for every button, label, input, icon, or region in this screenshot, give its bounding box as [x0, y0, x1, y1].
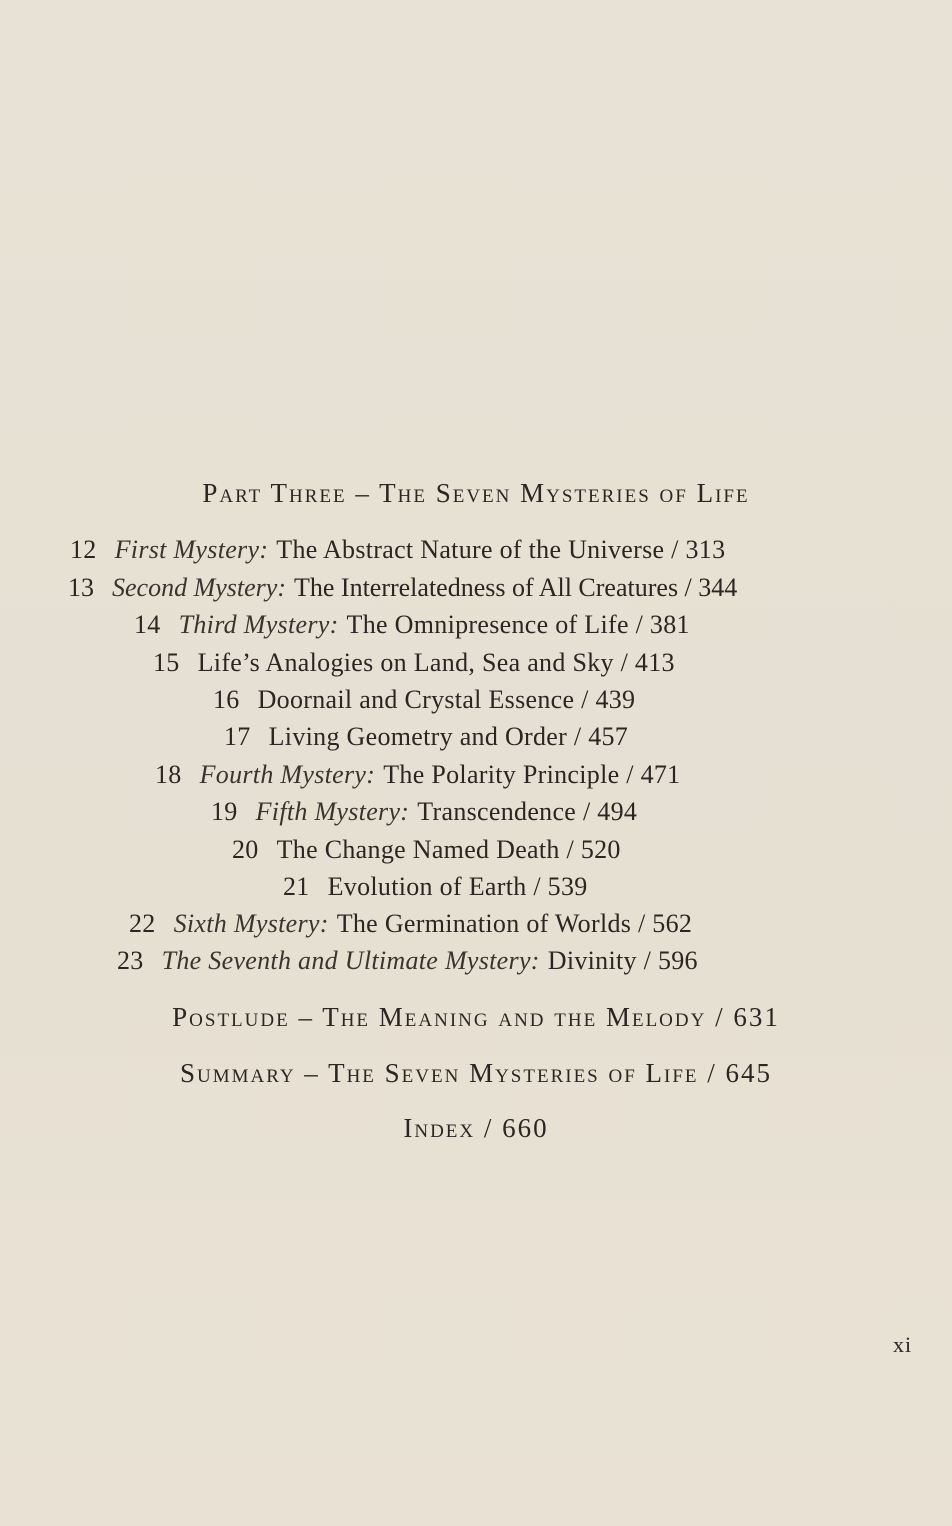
chapter-number: 22: [129, 909, 156, 938]
chapter-title: Life’s Analogies on Land, Sea and Sky / 413: [197, 648, 675, 677]
chapter-number: 15: [153, 648, 180, 677]
chapter-title: The Interrelatedness of All Creatures / 344: [293, 573, 738, 602]
chapter-number: 12: [70, 535, 97, 564]
chapter-number: 17: [224, 722, 251, 751]
toc-entry: [211, 797, 637, 827]
toc-entry: [70, 535, 725, 565]
chapter-title: Living Geometry and Order / 457: [268, 722, 629, 751]
chapter-title: The Omnipresence of Life / 381: [346, 610, 690, 639]
chapter-title: Transcendence / 494: [417, 797, 638, 826]
toc-entry: [213, 685, 635, 715]
toc-entry: [224, 722, 628, 752]
chapter-number: 14: [134, 610, 161, 639]
mystery-label: Third Mystery:: [178, 610, 339, 639]
chapter-title: The Germination of Worlds / 562: [336, 909, 693, 938]
index-heading: Index / 660: [403, 1113, 549, 1143]
toc-entry: [68, 573, 737, 603]
mystery-label: Second Mystery:: [112, 573, 286, 602]
mystery-label: Fourth Mystery:: [199, 760, 376, 789]
summary-heading: Summary – The Seven Mysteries of Life / 645: [179, 1058, 773, 1088]
chapter-title: Doornail and Crystal Essence / 439: [257, 685, 636, 714]
part-heading: Part Three – The Seven Mysteries of Life: [202, 478, 750, 508]
toc-entry: [153, 648, 675, 678]
chapter-number: 18: [155, 760, 182, 789]
chapter-title: The Abstract Nature of the Universe / 313: [276, 535, 726, 564]
chapter-number: 23: [117, 946, 144, 975]
chapter-number: 19: [211, 797, 238, 826]
toc-entry: [232, 835, 621, 865]
postlude-heading: Postlude – The Meaning and the Melody / 631: [172, 1002, 780, 1032]
chapter-number: 16: [213, 685, 240, 714]
chapter-title: Evolution of Earth / 539: [327, 872, 588, 901]
mystery-label: First Mystery:: [114, 535, 269, 564]
page-number: xi: [893, 1332, 913, 1357]
chapter-number: 21: [283, 872, 310, 901]
chapter-title: Divinity / 596: [547, 946, 698, 975]
mystery-label: The Seventh and Ultimate Mystery:: [161, 946, 540, 975]
chapter-title: The Polarity Principle / 471: [383, 760, 681, 789]
toc-entry: [117, 946, 698, 976]
chapter-number: 20: [232, 835, 259, 864]
mystery-label: Sixth Mystery:: [173, 909, 329, 938]
toc-entry: [129, 909, 692, 939]
mystery-label: Fifth Mystery:: [255, 797, 410, 826]
chapter-title: The Change Named Death / 520: [276, 835, 621, 864]
toc-entry: [134, 610, 690, 640]
chapter-number: 13: [68, 573, 94, 602]
toc-entry: [283, 872, 588, 902]
toc-entry: [155, 760, 680, 790]
